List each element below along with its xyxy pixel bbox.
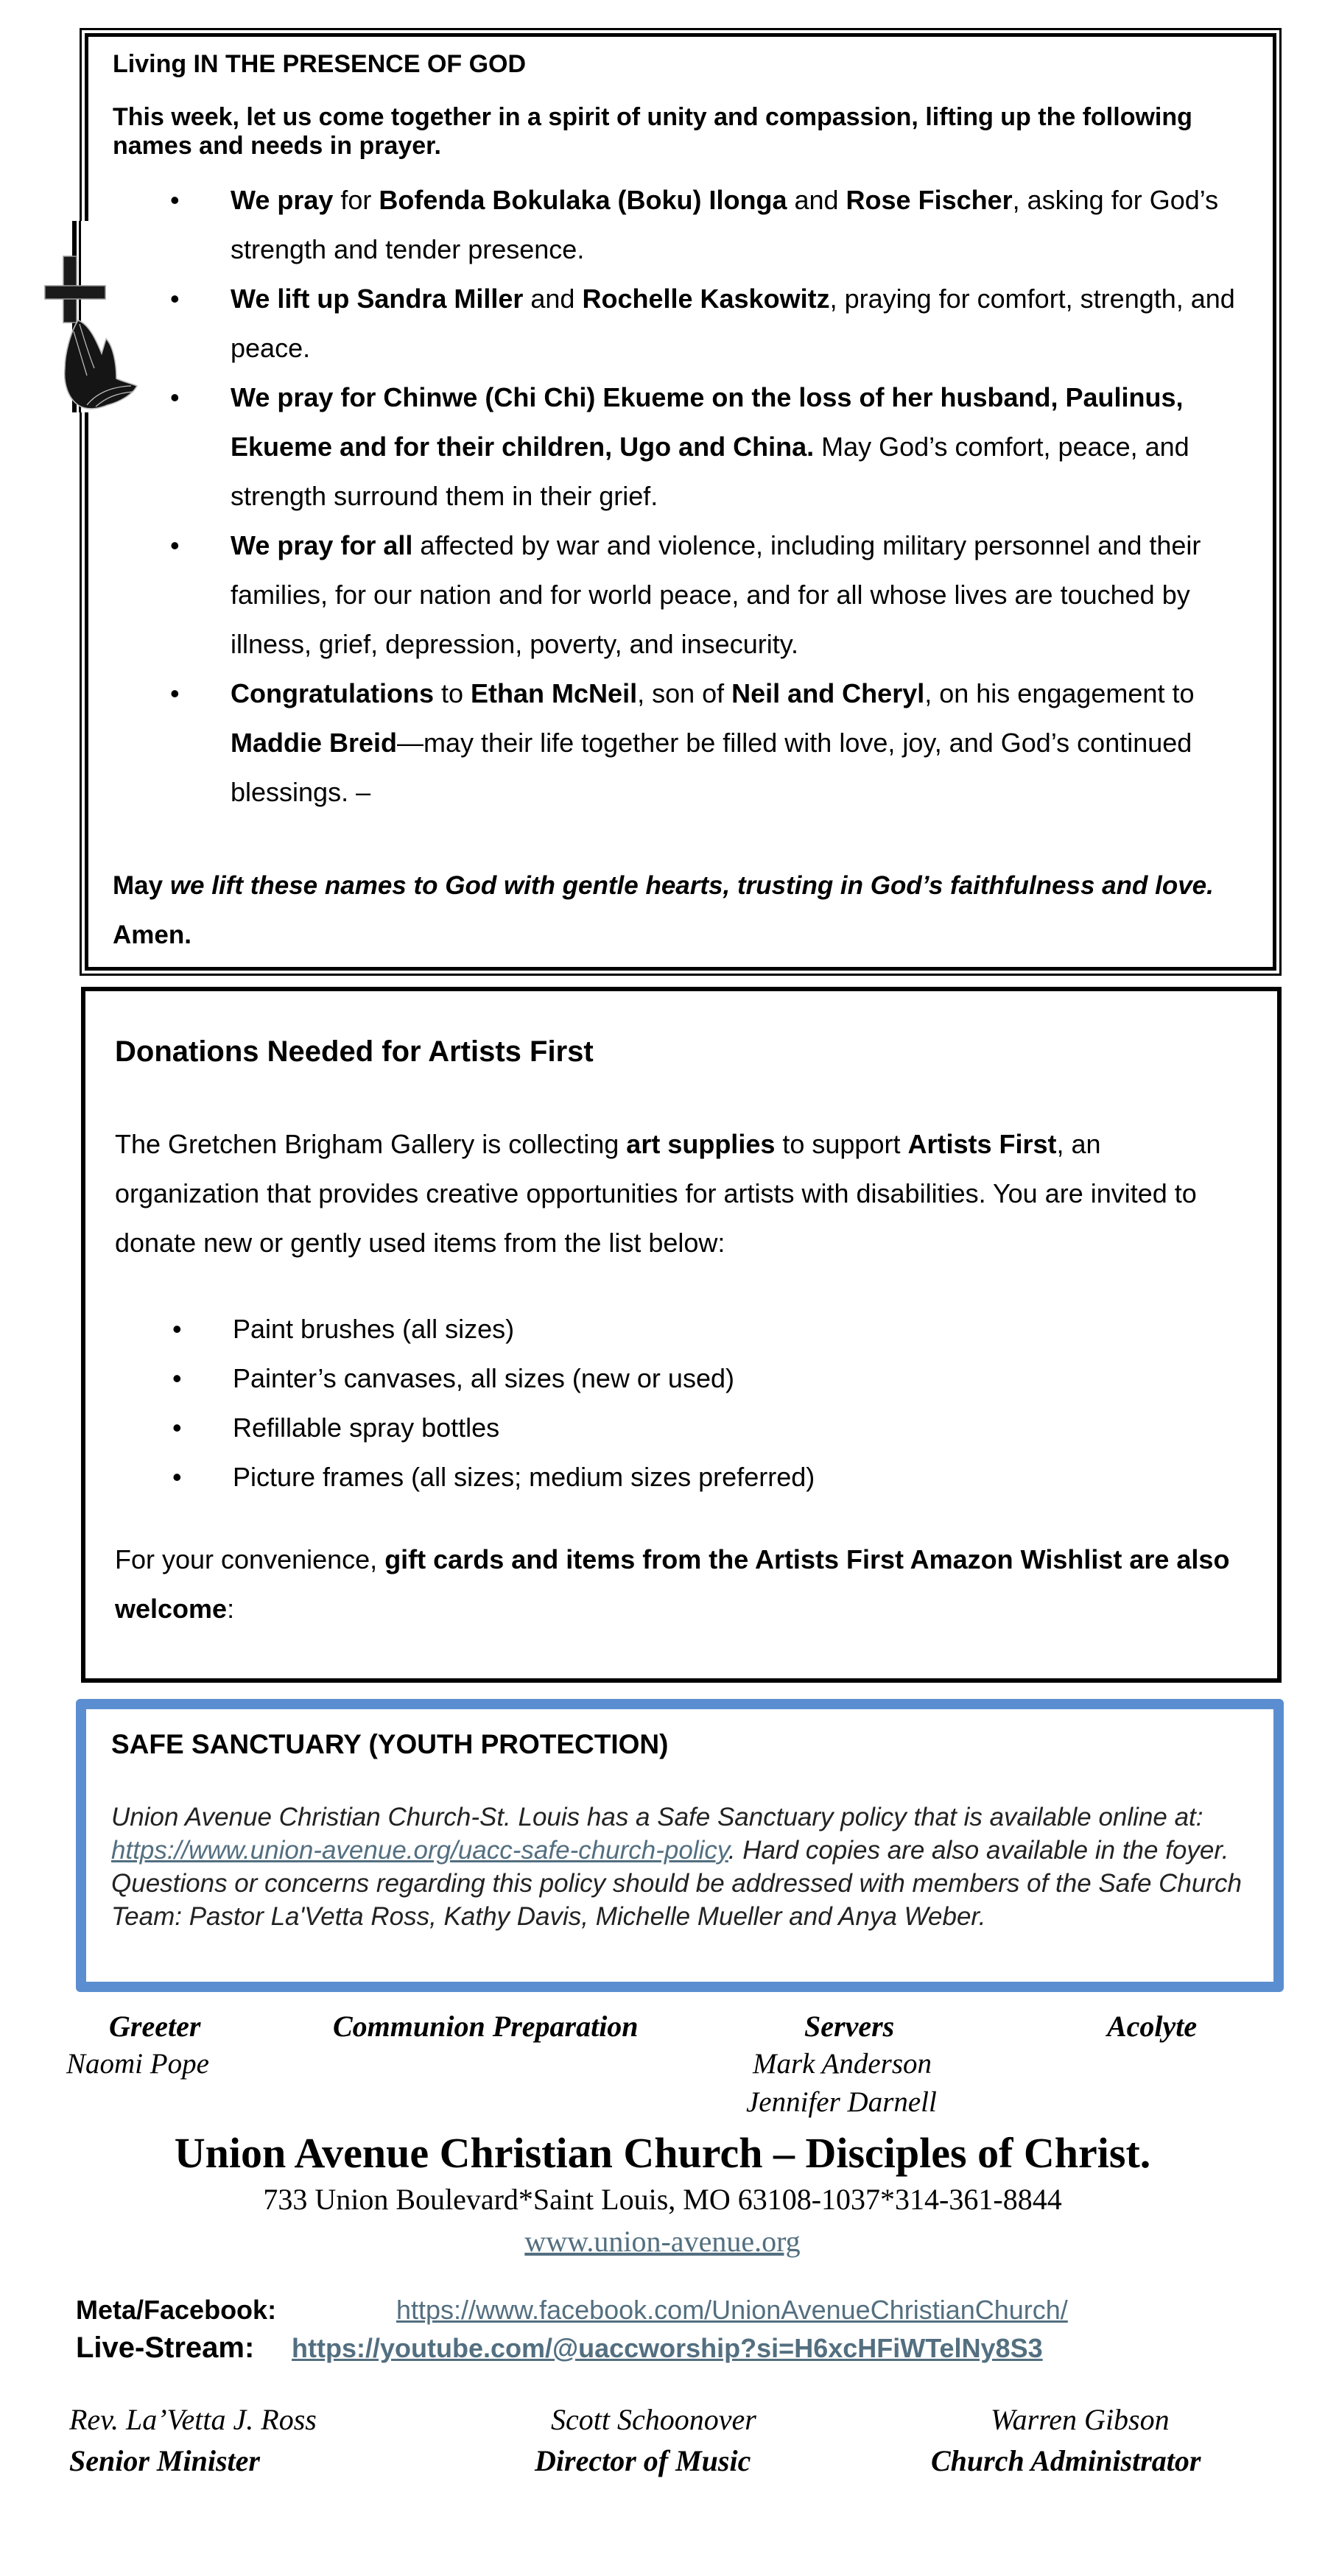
prayer-item-text: We pray — [231, 184, 334, 215]
policy-link[interactable]: https://www.union-avenue.org/uacc-safe-church-policy — [111, 1835, 728, 1865]
closing-lead: May — [113, 870, 170, 900]
donations-body-text: Artists First — [907, 1129, 1057, 1159]
prayer-item-text: We lift up Sandra Miller — [231, 283, 524, 314]
server-name-2: Jennifer Darnell — [746, 2086, 937, 2118]
prayer-title: Living IN THE PRESENCE OF GOD — [113, 50, 527, 78]
prayer-item — [113, 373, 1235, 521]
church-address: 733 Union Boulevard*Saint Louis, MO 63108-1037*314-361-8844 — [263, 2183, 1062, 2216]
prayer-item-text: and — [523, 283, 583, 314]
bullet-icon: • — [172, 1412, 182, 1443]
prayer-item-text: , asking for God’s strength and tender presence. — [231, 184, 1219, 264]
prayer-intro: This week, let us come together in a spirit of unity and compassion, lifting up the following names and needs in prayer. — [113, 102, 1192, 160]
prayer-item-text: May God’s comfort, peace, and strength surround them in their grief. — [231, 431, 1189, 511]
prayer-item-text: Congratulations — [231, 678, 434, 708]
staff-title-director-music: Director of Music — [535, 2444, 751, 2477]
prayer-item-text: Bofenda Bokulaka (Boku) Ilonga — [379, 184, 787, 215]
server-name-1: Mark Anderson — [753, 2048, 932, 2080]
prayer-item-text: Maddie Breid — [231, 727, 398, 758]
prayer-section — [80, 28, 1282, 976]
bullet-icon: • — [170, 529, 180, 560]
bullet-icon: • — [172, 1314, 182, 1344]
footer-end: : — [227, 1594, 235, 1624]
staff-title-senior-minister: Senior Minister — [69, 2444, 260, 2477]
staff-name-senior-minister: Rev. La’Vetta J. Ross — [69, 2403, 317, 2436]
praying-hands-cross-icon — [43, 221, 153, 412]
prayer-item — [113, 274, 1235, 373]
prayer-item-text: Rose Fischer — [846, 184, 1013, 215]
safe-sanctuary-title: SAFE SANCTUARY (YOUTH PROTECTION) — [111, 1729, 669, 1759]
donations-body — [115, 1119, 1240, 1267]
prayer-item-text: —may their life together be filled with love, joy, and God’s continued blessings. – — [231, 727, 1192, 807]
livestream-label: Live-Stream: — [76, 2332, 255, 2364]
staff-title-administrator: Church Administrator — [931, 2444, 1201, 2477]
prayer-item — [113, 521, 1235, 669]
footer-lead: For your convenience, — [115, 1544, 385, 1574]
prayer-item-text: affected by war and violence, including military personnel and their families, for our nation and for world peace, and for all whose lives are touched by illness, grief, depression, poverty, and insecurity. — [231, 529, 1201, 659]
church-website-link[interactable]: www.union-avenue.org — [524, 2225, 801, 2258]
prayer-item — [113, 175, 1235, 274]
role-servers-label: Servers — [804, 2010, 895, 2043]
staff-name-administrator: Warren Gibson — [991, 2403, 1170, 2436]
donation-item-label: Picture frames (all sizes; medium sizes preferred) — [233, 1462, 815, 1492]
prayer-item-text: and — [787, 184, 846, 215]
donation-item — [115, 1304, 1240, 1354]
donations-footer — [115, 1535, 1240, 1633]
donations-title: Donations Needed for Artists First — [115, 1035, 594, 1068]
role-communion-label: Communion Preparation — [333, 2010, 639, 2043]
bullet-icon: • — [172, 1363, 182, 1393]
prayer-item-text: We pray for Chinwe (Chi Chi) Ekueme on the loss of her husband, Paulinus, Ekueme and for their children, Ugo and China. — [231, 381, 1184, 462]
donations-section — [81, 987, 1282, 1683]
donations-list — [115, 1304, 1240, 1502]
donation-item — [115, 1354, 1240, 1403]
bullet-icon: • — [170, 283, 180, 314]
closing-amen: Amen. — [113, 920, 191, 949]
policy-text: Union Avenue Christian Church-St. Louis has a Safe Sanctuary policy that is available online at: — [111, 1802, 1203, 1831]
prayer-closing — [113, 861, 1235, 960]
donation-item — [115, 1403, 1240, 1452]
safe-church-team: Team: Pastor La'Vetta Ross, Kathy Davis, Michelle Mueller and Anya Weber. — [111, 1901, 986, 1931]
closing-italic: we lift these names to God with gentle hearts, trusting in God’s faithfulness and love. — [169, 870, 1214, 900]
donation-item-label: Painter’s canvases, all sizes (new or used) — [233, 1363, 734, 1393]
church-website-container — [0, 2224, 1325, 2259]
donations-body-text: to support — [775, 1129, 908, 1159]
prayer-item — [113, 669, 1235, 817]
donation-item-label: Paint brushes (all sizes) — [233, 1314, 515, 1344]
footer-bold: gift cards and items from the Artists First Amazon Wishlist are also welcome — [115, 1544, 1230, 1624]
prayer-list — [113, 175, 1235, 817]
bullet-icon: • — [170, 184, 180, 215]
safe-sanctuary-body — [111, 1801, 1251, 1933]
bullet-icon: • — [170, 678, 180, 708]
bullet-icon: • — [170, 381, 180, 412]
prayer-item-text: Neil and Cheryl — [731, 678, 925, 708]
prayer-item-text: , son of — [637, 678, 732, 708]
church-name: Union Avenue Christian Church – Disciples of Christ. — [174, 2129, 1151, 2177]
greeter-name: Naomi Pope — [66, 2048, 209, 2080]
donation-item-label: Refillable spray bottles — [233, 1412, 500, 1443]
prayer-item-text: Rochelle Kaskowitz — [582, 283, 830, 314]
prayer-item-text: , praying for comfort, strength, and peace. — [231, 283, 1235, 363]
role-acolyte-label: Acolyte — [1107, 2010, 1198, 2043]
prayer-item-text: to — [434, 678, 471, 708]
prayer-item-text: We pray for all — [231, 529, 413, 560]
livestream-link[interactable]: https://youtube.com/@uaccworship?si=H6xcHFiWTelNy8S3 — [292, 2333, 1043, 2363]
prayer-item-text: Ethan McNeil — [471, 678, 638, 708]
prayer-item-text: for — [333, 184, 379, 215]
staff-name-director-music: Scott Schoonover — [551, 2403, 756, 2436]
donations-body-text: , an organization that provides creative opportunities for artists with disabilities. You are invited to donate new or gently used items from the list below: — [115, 1129, 1197, 1258]
policy-text-rest: . Hard copies are also available in the foyer. Questions or concerns regarding this policy should be addressed with members of the Safe Church — [111, 1835, 1242, 1898]
donations-body-text: art supplies — [626, 1129, 776, 1159]
safe-sanctuary-section — [76, 1699, 1284, 1992]
donation-item — [115, 1452, 1240, 1502]
facebook-label: Meta/Facebook: — [76, 2295, 277, 2325]
facebook-link[interactable]: https://www.facebook.com/UnionAvenueChristianChurch/ — [396, 2295, 1068, 2325]
role-greeter-label: Greeter — [109, 2010, 201, 2043]
prayer-item-text: , on his engagement to — [924, 678, 1195, 708]
donations-body-text: The Gretchen Brigham Gallery is collecting — [115, 1129, 627, 1159]
bullet-icon: • — [172, 1462, 182, 1492]
